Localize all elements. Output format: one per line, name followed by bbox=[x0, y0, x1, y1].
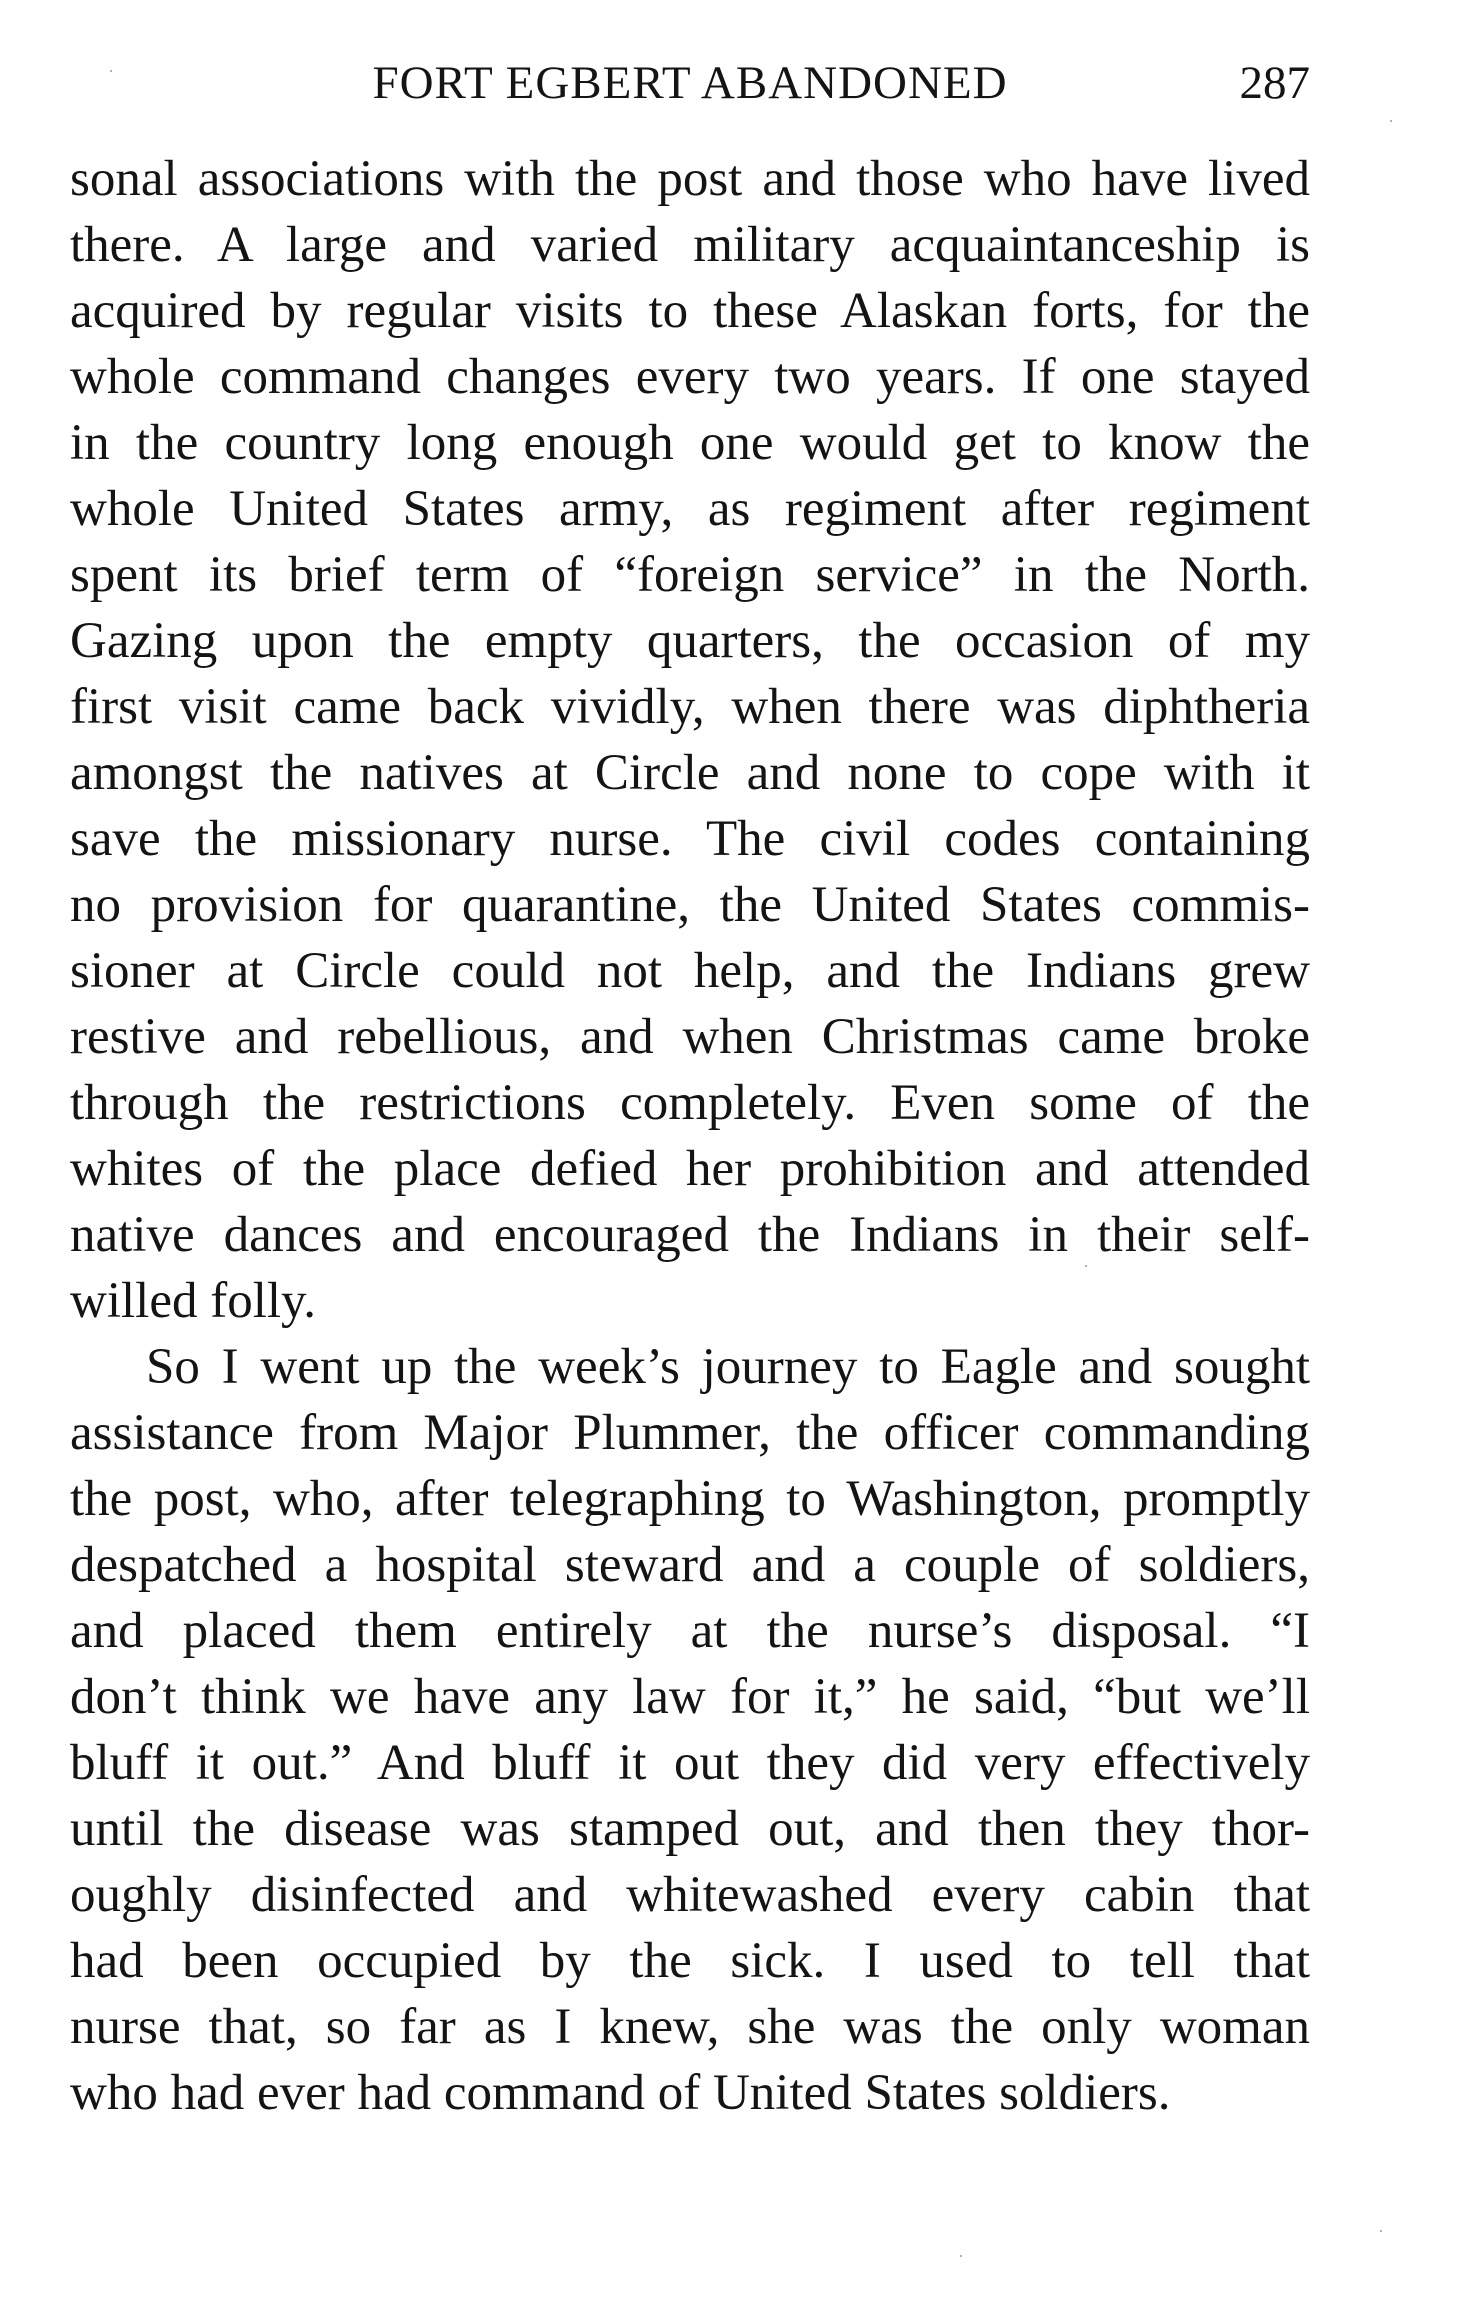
text-line: bluff it out.” And bluff it out they did very effectively bbox=[70, 1735, 1310, 1791]
text-line: acquired by regular visits to these Alaskan forts, for the bbox=[70, 283, 1310, 339]
text-line: native dances and encouraged the Indians in their self- bbox=[70, 1207, 1310, 1263]
text-line: restive and rebellious, and when Christmas came broke bbox=[70, 1009, 1310, 1065]
running-title: FORT EGBERT ABANDONED bbox=[372, 57, 1008, 109]
text-line: save the missionary nurse. The civil codes containing bbox=[70, 811, 1310, 867]
page-number: 287 bbox=[1239, 57, 1310, 109]
text-line: assistance from Major Plummer, the officer commanding bbox=[70, 1405, 1310, 1461]
text-line: spent its brief term of “foreign service” in the North. bbox=[70, 547, 1310, 603]
text-line: oughly disinfected and whitewashed every cabin that bbox=[70, 1867, 1310, 1923]
text-line: until the disease was stamped out, and then they thor- bbox=[70, 1801, 1310, 1857]
text-line: whole command changes every two years. If one stayed bbox=[70, 349, 1310, 405]
text-line: Gazing upon the empty quarters, the occasion of my bbox=[70, 613, 1310, 669]
text-line: So I went up the week’s journey to Eagle and sought bbox=[146, 1339, 1310, 1395]
text-line: whole United States army, as regiment after regiment bbox=[70, 481, 1310, 537]
text-line: whites of the place defied her prohibition and attended bbox=[70, 1141, 1310, 1197]
paper-speck bbox=[1390, 120, 1392, 122]
text-line: in the country long enough one would get to know the bbox=[70, 415, 1310, 471]
text-line: through the restrictions completely. Even some of the bbox=[70, 1075, 1310, 1131]
text-line: no provision for quarantine, the United States commis- bbox=[70, 877, 1310, 933]
text-line: willed folly. bbox=[70, 1273, 316, 1329]
text-line: first visit came back vividly, when there was diphtheria bbox=[70, 679, 1310, 735]
text-line: there. A large and varied military acquaintanceship is bbox=[70, 217, 1310, 273]
paragraph-2 bbox=[70, 1334, 1310, 2126]
text-line: sonal associations with the post and those who have lived bbox=[70, 151, 1310, 207]
text-line: don’t think we have any law for it,” he said, “but we’ll bbox=[70, 1669, 1310, 1725]
text-line: and placed them entirely at the nurse’s disposal. “I bbox=[70, 1603, 1310, 1659]
paper-speck bbox=[110, 70, 112, 72]
paper-speck bbox=[960, 2255, 962, 2257]
text-line: nurse that, so far as I knew, she was the only woman bbox=[70, 1999, 1310, 2055]
text-line: amongst the natives at Circle and none to cope with it bbox=[70, 745, 1310, 801]
text-line: the post, who, after telegraphing to Washington, promptly bbox=[70, 1471, 1310, 1527]
paper-speck bbox=[1085, 1265, 1087, 1267]
paragraph-1 bbox=[70, 146, 1310, 1334]
text-line: despatched a hospital steward and a couple of soldiers, bbox=[70, 1537, 1310, 1593]
text-line: who had ever had command of United States soldiers. bbox=[70, 2065, 1171, 2121]
text-line: sioner at Circle could not help, and the Indians grew bbox=[70, 943, 1310, 999]
running-head bbox=[70, 48, 1310, 118]
paper-speck bbox=[1380, 2230, 1382, 2232]
body-text bbox=[70, 146, 1310, 2126]
text-line: had been occupied by the sick. I used to tell that bbox=[70, 1933, 1310, 1989]
